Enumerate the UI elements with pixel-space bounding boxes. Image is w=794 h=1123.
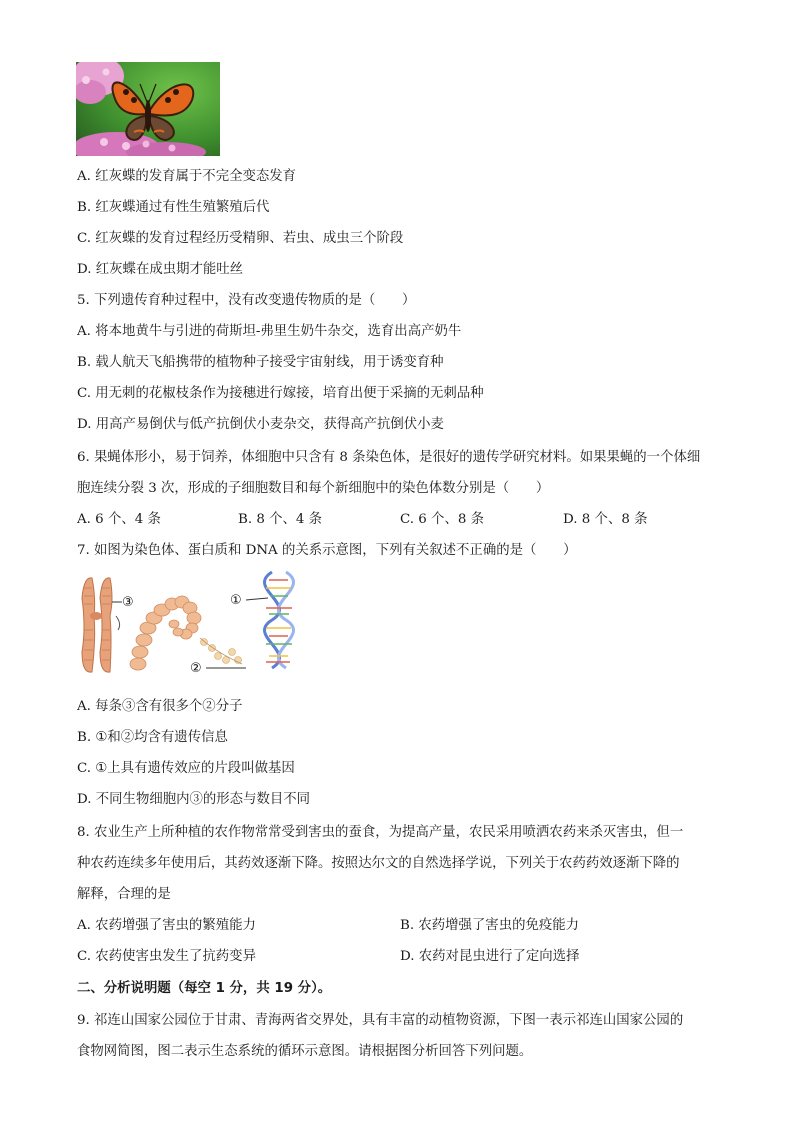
coiled-chromatin: [130, 596, 201, 670]
q7-option-c: C. ①上具有遗传效应的片段叫做基因: [77, 761, 295, 776]
label-1: ①: [230, 593, 242, 608]
q6-option-b: B. 8 个、4 条: [238, 512, 323, 527]
q8-option-d: D. 农药对昆虫进行了定向选择: [400, 949, 580, 964]
q4-option-b: B. 红灰蝶通过有性生殖繁殖后代: [77, 200, 270, 215]
q5-option-b: B. 载人航天飞船携带的植物种子接受宇宙射线，用于诱变育种: [77, 355, 444, 370]
q6-stem-line1: 6. 果蝇体形小，易于饲养，体细胞中只含有 8 条染色体，是很好的遗传学研究材料。如果果蝇的一个体细: [77, 450, 701, 465]
q5-option-a: A. 将本地黄牛与引进的荷斯坦-弗里生奶牛杂交，选育出高产奶牛: [77, 324, 462, 339]
chromosome-dna-diagram: [76, 568, 302, 681]
butterfly-photo: [76, 62, 220, 156]
q4-option-a: A. 红灰蝶的发育属于不完全变态发育: [77, 169, 297, 184]
q6-stem-line2: 胞连续分裂 3 次，形成的子细胞数目和每个新细胞中的染色体数分别是（ ）: [77, 481, 550, 496]
q8-option-c: C. 农药使害虫发生了抗药变异: [77, 949, 256, 964]
label-2: ②: [190, 661, 202, 676]
q8-stem-line1: 8. 农业生产上所种植的农作物常常受到害虫的蚕食，为提高产量，农民采用喷洒农药来杀灭害虫，但一: [77, 825, 684, 840]
q8-stem-line2: 种农药连续多年使用后，其药效逐渐下降。按照达尔文的自然选择学说，下列关于农药药效逐渐下降的: [77, 856, 680, 871]
q5-option-d: D. 用高产易倒伏与低产抗倒伏小麦杂交，获得高产抗倒伏小麦: [77, 417, 444, 432]
label-3: ③: [122, 595, 134, 610]
q4-option-d: D. 红灰蝶在成虫期才能吐丝: [77, 262, 244, 277]
q5-option-c: C. 用无刺的花椒枝条作为接穗进行嫁接，培育出便于采摘的无刺品种: [77, 386, 484, 401]
q8-stem-line3: 解释，合理的是: [77, 887, 171, 902]
q7-option-d: D. 不同生物细胞内③的形态与数目不同: [77, 792, 311, 807]
q9-stem-line2: 食物网简图，图二表示生态系统的循环示意图。请根据图分析回答下列问题。: [77, 1044, 533, 1059]
q7-stem: 7. 如图为染色体、蛋白质和 DNA 的关系示意图，下列有关叙述不正确的是（ ）: [77, 543, 577, 558]
q4-option-c: C. 红灰蝶的发育过程经历受精卵、若虫、成虫三个阶段: [77, 231, 404, 246]
histone-beads: [201, 639, 242, 664]
section-2-title: 二、分析说明题（每空 1 分，共 19 分）。: [77, 981, 332, 996]
q8-option-b: B. 农药增强了害虫的免疫能力: [400, 918, 580, 933]
q8-option-a: A. 农药增强了害虫的繁殖能力: [77, 918, 256, 933]
q5-stem: 5. 下列遗传育种过程中，没有改变遗传物质的是（ ）: [77, 293, 416, 308]
q6-option-d: D. 8 个、8 条: [563, 512, 648, 527]
q6-option-c: C. 6 个、8 条: [400, 512, 485, 527]
dna-helix: [264, 572, 293, 668]
q6-option-a: A. 6 个、4 条: [77, 512, 161, 527]
q7-option-a: A. 每条③含有很多个②分子: [77, 699, 243, 714]
q7-option-b: B. ①和②均含有遗传信息: [77, 730, 228, 745]
q9-stem-line1: 9. 祁连山国家公园位于甘肃、青海两省交界处，具有丰富的动植物资源，下图一表示祁连山国家公园的: [77, 1013, 684, 1028]
chromosome-shape: [82, 578, 112, 672]
